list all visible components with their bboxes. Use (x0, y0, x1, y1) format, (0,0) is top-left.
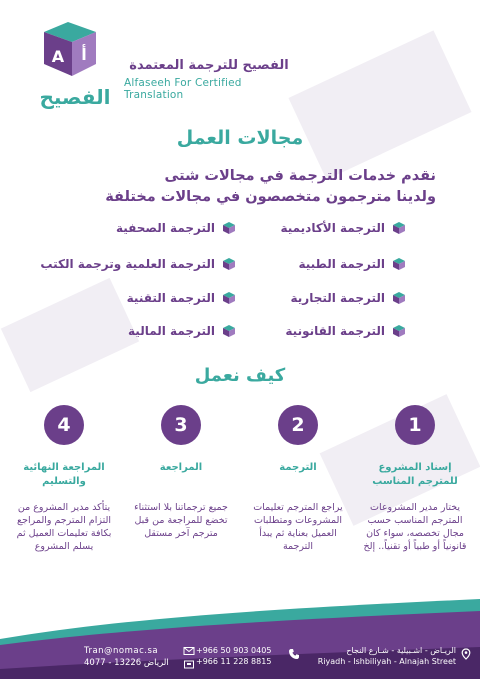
step-1 (360, 405, 470, 553)
email-address[interactable]: Tran@nomac.sa (84, 646, 159, 656)
field-label: الترجمة القانونية (285, 324, 385, 338)
mail-icon (183, 645, 195, 657)
cube-icon (222, 221, 236, 235)
cube-icon (222, 324, 236, 338)
field-label: الترجمة التجارية (290, 291, 385, 305)
field-label: الترجمة العلمية وترجمة الكتب (40, 257, 215, 271)
intro-line-2: ولدينا مترجمون متخصصون في مجالات مختلفة (105, 189, 436, 205)
step-2 (243, 405, 353, 553)
address-english: Riyadh - Ishbiliyah - Alnajah Street (317, 657, 456, 666)
step-title: المراجعة (159, 462, 203, 473)
field-label: الترجمة المالية (128, 324, 215, 338)
step-title: الترجمة (279, 462, 317, 473)
step-4 (9, 405, 119, 553)
field-label: الترجمة الأكاديمية (280, 221, 385, 235)
mail-block (84, 645, 169, 669)
step-number-badge: 4 (44, 405, 84, 445)
step-description: يختار مدير المشروعات المترجم المناسب حسب مجال تخصصه، سواء كان قانونياً أو طبياً أو تقنياً.. إلخ (363, 502, 467, 552)
step-title: إسناد المشروع للمترجم المناسب (372, 462, 458, 487)
how-we-work-title: كيف نعمل (194, 365, 286, 386)
svg-text:الفصيح: الفصيح (39, 85, 111, 109)
background-shape (288, 30, 471, 179)
step-description: يراجع المترجم تعليمات المشروعات ومتطلبات العميل بعناية ثم يبدأ الترجمة (253, 502, 343, 552)
po-box: الرياض 13226 - 4077 (84, 658, 169, 668)
address-arabic: الريـاض - اشـبيلية - شـارع النجاح (346, 646, 456, 655)
field-item (127, 291, 236, 305)
brand-block (124, 58, 294, 101)
cube-icon (392, 291, 406, 305)
logo-letter-a: A (51, 47, 65, 66)
step-title: المراجعة النهائية والتسليم (23, 462, 105, 487)
field-item (40, 257, 236, 271)
field-item (285, 324, 406, 338)
field-item (298, 257, 406, 271)
footer-contact (0, 635, 480, 679)
phone-block (196, 645, 271, 667)
cube-icon (392, 221, 406, 235)
logo-letter-alef: أ (81, 45, 87, 64)
phone-icon (288, 648, 300, 660)
step-description: جميع ترجماتنا بلا استثناء تخضع للمراجعة من قبل مترجم آخر مستقل (134, 502, 228, 539)
cube-icon (222, 257, 236, 271)
cube-icon (222, 291, 236, 305)
intro-line-1: نقدم خدمات الترجمة في مجالات شتى (164, 168, 436, 184)
step-number-badge: 3 (161, 405, 201, 445)
field-label: الترجمة الصحفية (115, 221, 215, 235)
brand-arabic-name: الفصيح للترجمة المعتمدة (129, 58, 289, 73)
field-item (280, 221, 406, 235)
brand-english-name: Alfaseeh For Certified Translation (124, 77, 242, 101)
pobox-icon (183, 658, 195, 670)
step-3 (126, 405, 236, 540)
logo-script-text (30, 82, 120, 112)
field-item (128, 324, 236, 338)
work-intro (36, 166, 436, 208)
work-fields-title: مجالات العمل (176, 127, 304, 149)
step-number-badge: 2 (278, 405, 318, 445)
cube-icon (392, 324, 406, 338)
address-block (318, 645, 456, 667)
phone-number-1: +966 50 903 0405 (196, 646, 272, 655)
phone-number-2: +966 11 228 8815 (196, 657, 272, 666)
cube-icon (392, 257, 406, 271)
field-label: الترجمة الطبية (298, 257, 385, 271)
field-item (116, 221, 236, 235)
location-pin-icon (460, 648, 472, 660)
logo-cube-icon (40, 18, 100, 78)
field-item (291, 291, 407, 305)
step-number-badge: 1 (395, 405, 435, 445)
step-description: يتأكد مدير المشروع من التزام المترجم والمراجع بكافة تعليمات العميل ثم يسلم المشروع (16, 502, 112, 552)
field-label: الترجمة التقنية (126, 291, 215, 305)
